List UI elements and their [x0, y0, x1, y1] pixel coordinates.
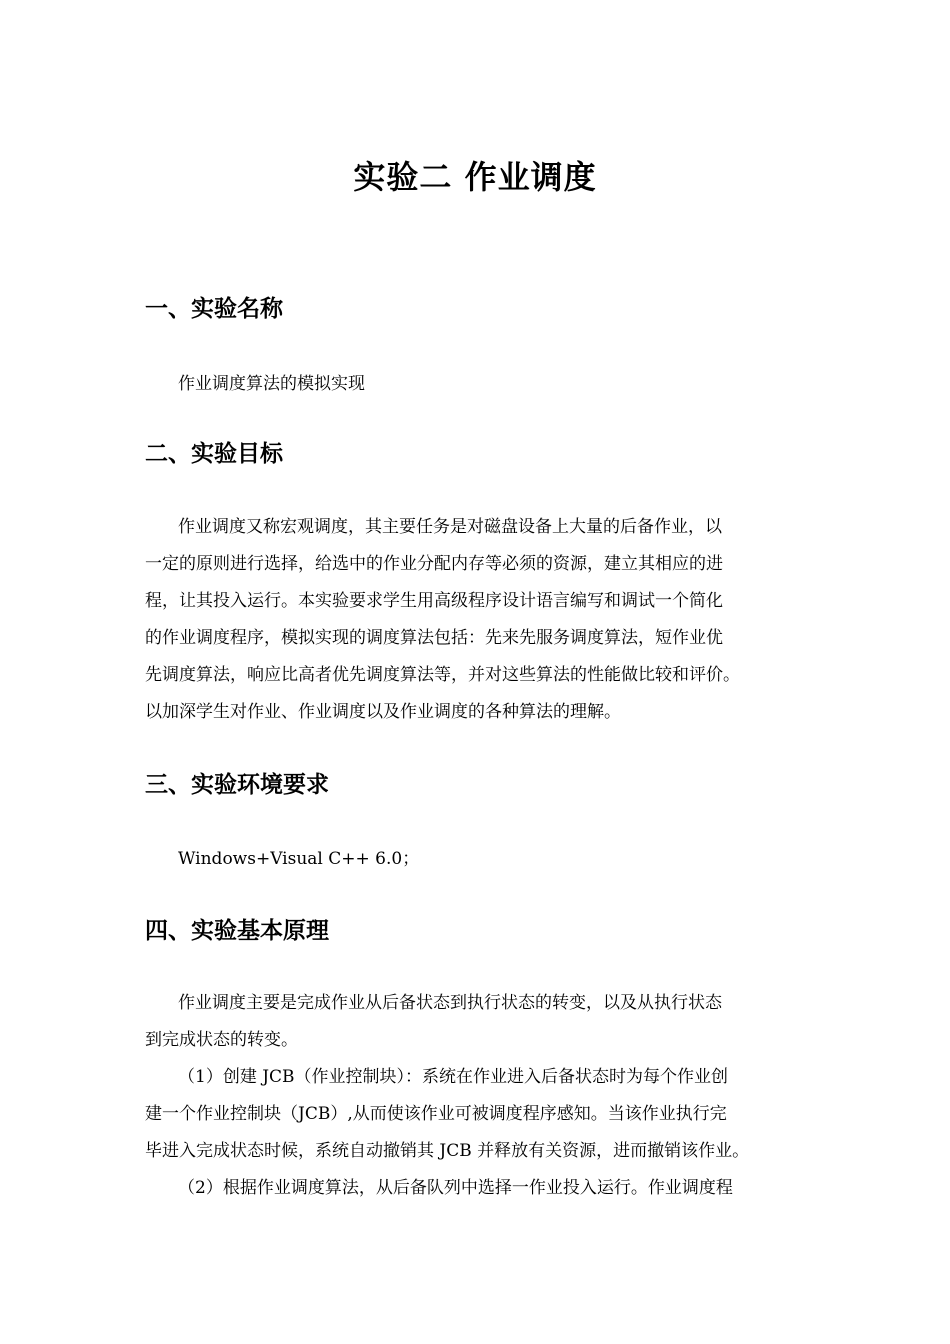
section-1-body: 作业调度算法的模拟实现 — [178, 374, 365, 394]
section-3-body: Windows+Visual C++ 6.0； — [178, 849, 420, 869]
section-2-line-2: 一定的原则进行选择，给选中的作业分配内存等必须的资源，建立其相应的进 — [145, 554, 723, 574]
section-2-line-3: 程，让其投入运行。本实验要求学生用高级程序设计语言编写和调试一个简化 — [145, 591, 723, 611]
section-heading-1: 一、实验名称 — [145, 296, 283, 322]
section-4-line-6: （2）根据作业调度算法，从后备队列中选择一作业投入运行。作业调度程 — [178, 1178, 733, 1198]
section-heading-2: 二、实验目标 — [145, 441, 283, 467]
section-4-line-3: （1）创建 JCB（作业控制块）：系统在作业进入后备状态时为每个作业创 — [178, 1067, 729, 1087]
section-2-line-1: 作业调度又称宏观调度，其主要任务是对磁盘设备上大量的后备作业，以 — [178, 517, 722, 537]
section-2-line-6: 以加深学生对作业、作业调度以及作业调度的各种算法的理解。 — [145, 702, 621, 722]
section-4-line-1: 作业调度主要是完成作业从后备状态到执行状态的转变，以及从执行状态 — [178, 993, 722, 1013]
section-heading-3: 三、实验环境要求 — [145, 772, 329, 798]
section-2-line-5: 先调度算法，响应比高者优先调度算法等，并对这些算法的性能做比较和评价。 — [145, 665, 740, 685]
section-4-line-4: 建一个作业控制块（JCB）,从而使该作业可被调度程序感知。当该作业执行完 — [145, 1104, 727, 1124]
section-4-line-2: 到完成状态的转变。 — [145, 1030, 298, 1050]
section-4-line-5: 毕进入完成状态时候，系统自动撤销其 JCB 并释放有关资源，进而撤销该作业。 — [145, 1141, 750, 1161]
section-heading-4: 四、实验基本原理 — [145, 918, 329, 944]
section-2-line-4: 的作业调度程序，模拟实现的调度算法包括：先来先服务调度算法，短作业优 — [145, 628, 723, 648]
document-title: 实验二 作业调度 — [353, 158, 597, 196]
